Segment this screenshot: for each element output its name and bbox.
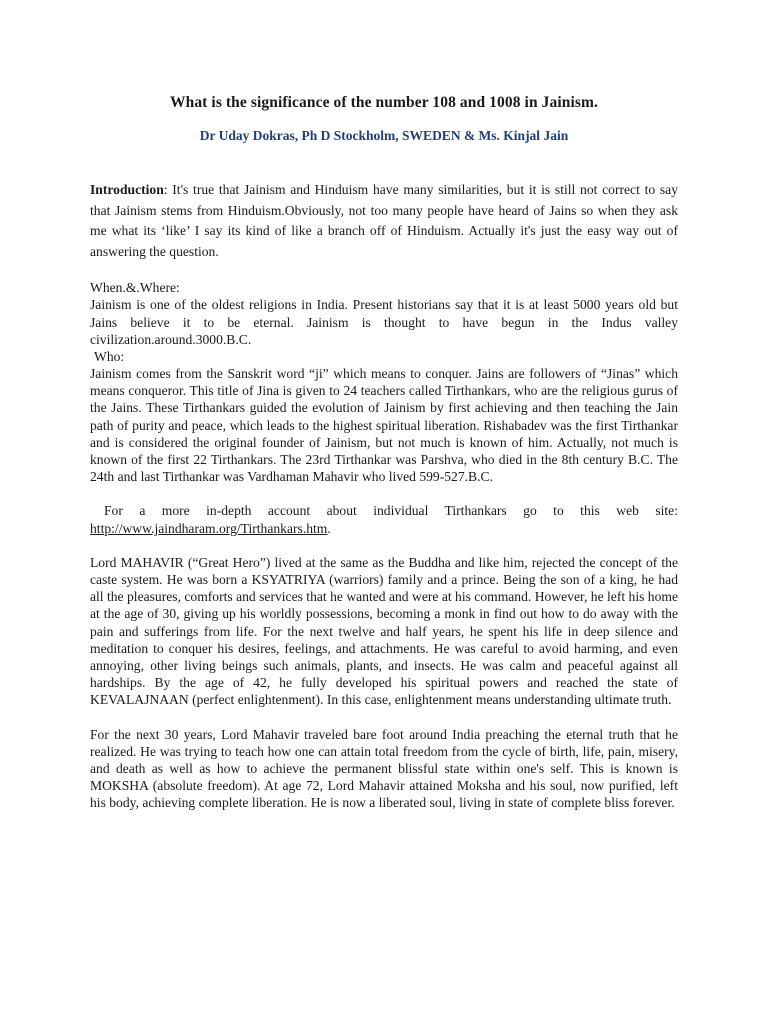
who-paragraph: Jainism comes from the Sanskrit word “ji” which means to conquer. Jains are followers of “Jinas” which means conqueror. This title of Jina is given to 24 teachers called Tirthankars, who are the religious gurus of the Jains. These Tirthankars guided the evolution of Jainism by first achieving and then teaching the Jain path of purity and peace, which leads to the highest spiritual liberation. Rishabadev was the first Tirthankar and is considered the original founder of Jainism, but not much is known of him. Actually, not much is known of the first 22 Tirthankars. The 23rd Tirthankar was Parshva, who died in the 8th century B.C. The 24th and last Tirthankar was Vardhaman Mahavir who lived 599-527.B.C.: [90, 365, 678, 485]
more-info-text: For a more in-depth account about individual Tirthankars go to this web site:: [104, 503, 678, 519]
introduction-text: : It's true that Jainism and Hinduism have many similarities, but it is still not correct to say that Jainism stems from Hinduism.Obviously, not too many people have heard of Jains so when they ask me what its ‘like’ I say its kind of like a branch off of Hinduism. Actually it's just the easy way out of answering the question.: [90, 182, 678, 259]
who-heading: Who:: [94, 348, 125, 364]
introduction-paragraph: [90, 180, 678, 262]
more-info-paragraph: [90, 502, 678, 536]
document-authors: Dr Uday Dokras, Ph D Stockholm, SWEDEN & Ms. Kinjal Jain: [199, 128, 569, 143]
tirthankars-link[interactable]: http://www.jaindharam.org/Tirthankars.htm: [90, 520, 328, 536]
more-info-period: .: [327, 520, 331, 536]
document-page: [90, 94, 678, 812]
introduction-label: Introduction: [90, 182, 164, 197]
when-where-heading: When.&.Where:: [90, 280, 180, 296]
mahavir-paragraph: Lord MAHAVIR (“Great Hero”) lived at the same as the Buddha and like him, rejected the concept of the caste system. He was born a KSYATRIYA (warriors) family and a prince. Being the son of a king, he had all the pleasures, comforts and services that he wanted and were at his command. However, he left his home at the age of 30, giving up his worldly possessions, becoming a monk in find out how to do away with the pain and sufferings from life. For the next twelve and half years, he spent his life in deep silence and meditation to conquer his desires, feelings, and attachments. He was careful to avoid harming, and even annoying, other living beings such animals, plants, and insects. He was calm and peaceful against all hardships. By the age of 42, he fully developed his spiritual powers and reached the state of KEVALAJNAAN (perfect enlightenment). In this case, enlightenment means understanding ultimate truth.: [90, 554, 678, 708]
moksha-paragraph: For the next 30 years, Lord Mahavir traveled bare foot around India preaching the eternal truth that he realized. He was trying to teach how one can attain total freedom from the cycle of birth, life, pain, misery, and death as well as how to achieve the permanent blissful state within one's self. This is known is MOKSHA (absolute freedom). At age 72, Lord Mahavir attained Moksha and his soul, now purified, left his body, achieving complete liberation. He is now a liberated soul, living in state of complete bliss forever.: [90, 726, 678, 811]
when-where-paragraph: Jainism is one of the oldest religions in India. Present historians say that it is at least 5000 years old but Jains believe it to be eternal. Jainism is thought to have begun in the Indus valley civilization.around.3000.B.C.: [90, 297, 678, 347]
document-title: What is the significance of the number 108 and 1008 in Jainism.: [170, 94, 598, 111]
